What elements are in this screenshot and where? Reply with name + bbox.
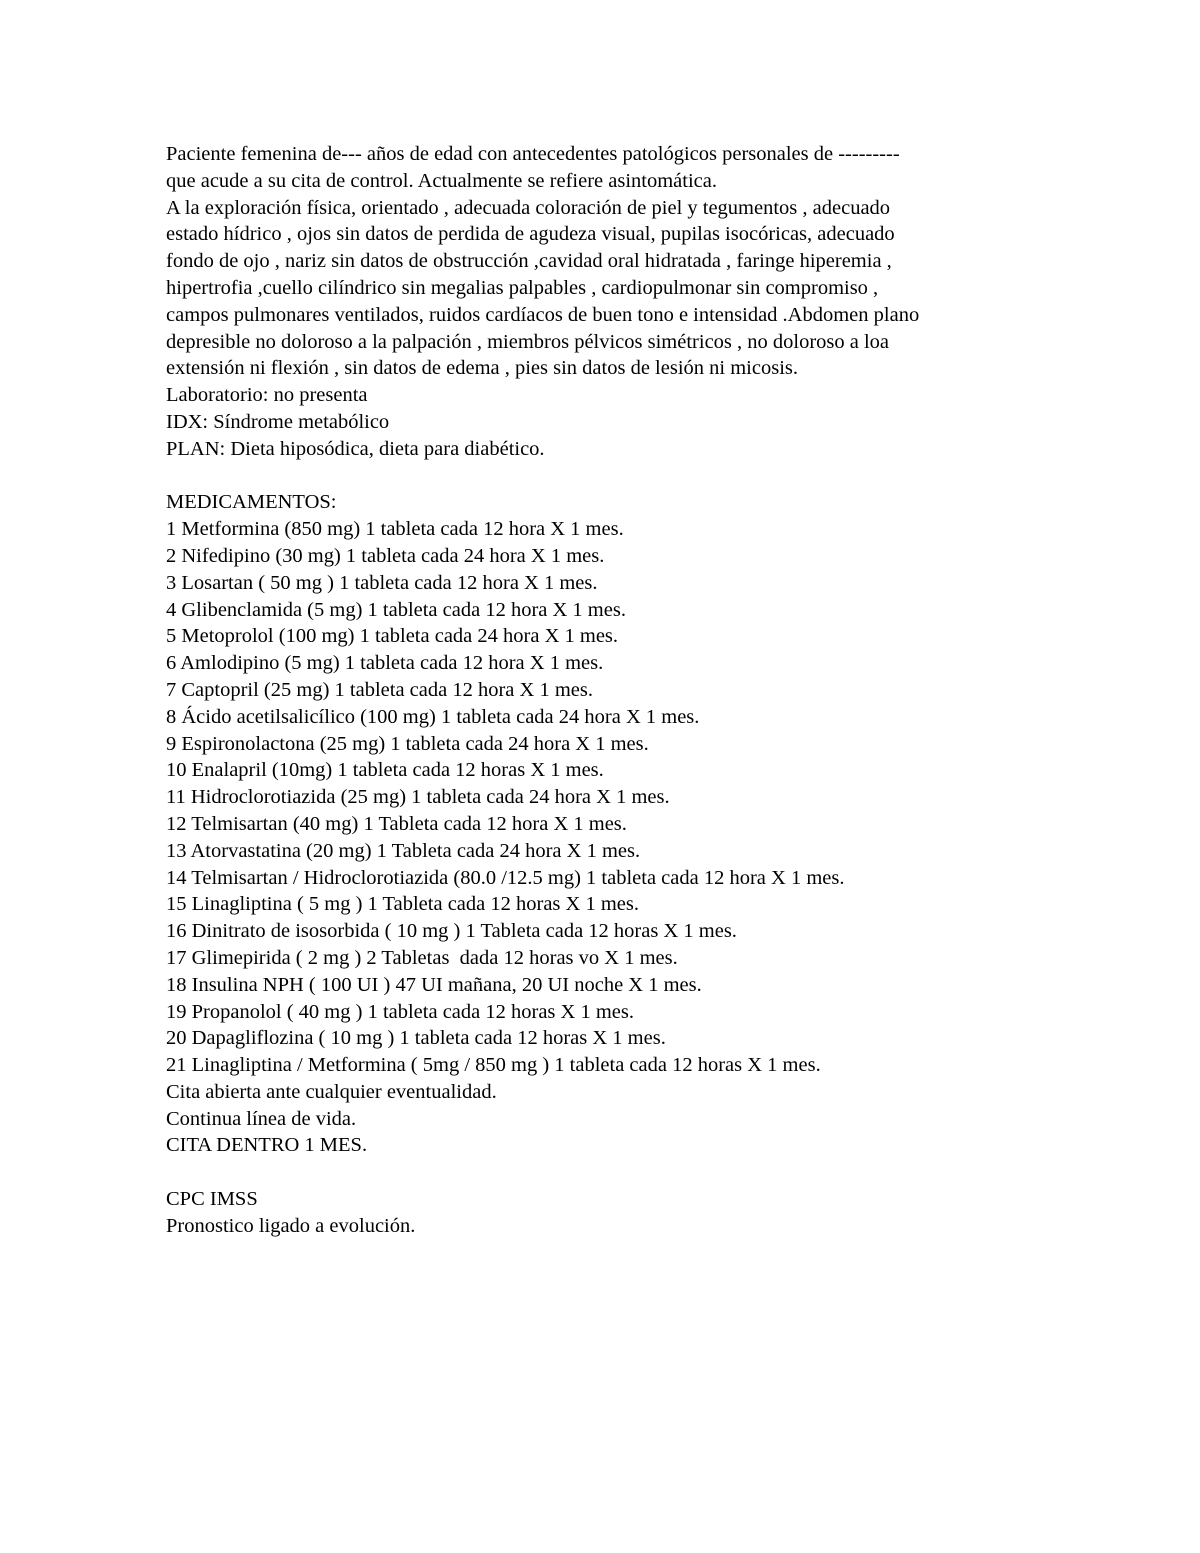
medicamentos-heading: MEDICAMENTOS:: [166, 491, 337, 514]
paragraph-line: fondo de ojo , nariz sin datos de obstrucción ,cavidad oral hidratada , faringe hiperemia ,: [166, 250, 892, 273]
medication-item: 17 Glimepirida ( 2 mg ) 2 Tabletas dada 12 horas vo X 1 mes.: [166, 946, 678, 969]
medication-item: 2 Nifedipino (30 mg) 1 tableta cada 24 hora X 1 mes.: [166, 544, 605, 567]
medication-item: 10 Enalapril (10mg) 1 tableta cada 12 horas X 1 mes.: [166, 759, 604, 782]
medication-item: 14 Telmisartan / Hidroclorotiazida (80.0 /12.5 mg) 1 tableta cada 12 hora X 1 mes.: [166, 866, 845, 889]
closing-line: CITA DENTRO 1 MES.: [166, 1134, 368, 1157]
paragraph-line: extensión ni flexión , sin datos de edema , pies sin datos de lesión ni micosis.: [166, 357, 798, 380]
pronostico-line: Pronostico ligado a evolución.: [166, 1214, 416, 1237]
medication-item: 7 Captopril (25 mg) 1 tableta cada 12 hora X 1 mes.: [166, 678, 593, 701]
paragraph-line: campos pulmonares ventilados, ruidos cardíacos de buen tono e intensidad .Abdomen plano: [166, 303, 920, 326]
medication-item: 3 Losartan ( 50 mg ) 1 tableta cada 12 hora X 1 mes.: [166, 571, 598, 594]
blank-line: [166, 463, 1066, 490]
medication-item: 12 Telmisartan (40 mg) 1 Tableta cada 12 hora X 1 mes.: [166, 812, 627, 835]
document-body: [166, 141, 1066, 1240]
medication-item: 16 Dinitrato de isosorbida ( 10 mg ) 1 Tableta cada 12 horas X 1 mes.: [166, 920, 737, 943]
medication-item: 15 Linagliptina ( 5 mg ) 1 Tableta cada 12 horas X 1 mes.: [166, 893, 639, 916]
medication-item: 21 Linagliptina / Metformina ( 5mg / 850 mg ) 1 tableta cada 12 horas X 1 mes.: [166, 1054, 821, 1077]
laboratorio-line: Laboratorio: no presenta: [166, 384, 368, 407]
medication-item: 19 Propanolol ( 40 mg ) 1 tableta cada 12 horas X 1 mes.: [166, 1000, 634, 1023]
paragraph-line: Paciente femenina de--- años de edad con antecedentes patológicos personales de ---------: [166, 143, 900, 165]
medication-list: [166, 516, 1066, 1079]
medication-item: 18 Insulina NPH ( 100 UI ) 47 UI mañana, 20 UI noche X 1 mes.: [166, 973, 702, 996]
medication-item: 20 Dapagliflozina ( 10 mg ) 1 tableta cada 12 horas X 1 mes.: [166, 1027, 666, 1050]
medication-item: 9 Espironolactona (25 mg) 1 tableta cada 24 hora X 1 mes.: [166, 732, 649, 755]
medication-item: 4 Glibenclamida (5 mg) 1 tableta cada 12 hora X 1 mes.: [166, 598, 626, 621]
paragraph-line: estado hídrico , ojos sin datos de perdida de agudeza visual, pupilas isocóricas, adecuado: [166, 223, 895, 246]
paragraph-line: hipertrofia ,cuello cilíndrico sin megalias palpables , cardiopulmonar sin compromiso ,: [166, 276, 879, 299]
plan-line: PLAN: Dieta hiposódica, dieta para diabético.: [166, 437, 545, 460]
medication-item: 8 Ácido acetilsalicílico (100 mg) 1 tableta cada 24 hora X 1 mes.: [166, 705, 700, 728]
medication-item: 13 Atorvastatina (20 mg) 1 Tableta cada 24 hora X 1 mes.: [166, 839, 641, 862]
medication-item: 1 Metformina (850 mg) 1 tableta cada 12 hora X 1 mes.: [166, 518, 624, 541]
medication-item: 5 Metoprolol (100 mg) 1 tableta cada 24 hora X 1 mes.: [166, 625, 619, 648]
closing-line: Cita abierta ante cualquier eventualidad.: [166, 1080, 497, 1103]
closing-line: Continua línea de vida.: [166, 1107, 357, 1130]
exam-paragraph: [166, 141, 1066, 382]
blank-line: [166, 1159, 1066, 1186]
paragraph-line: que acude a su cita de control. Actualmente se refiere asintomática.: [166, 169, 717, 192]
medication-item: 6 Amlodipino (5 mg) 1 tableta cada 12 hora X 1 mes.: [166, 652, 604, 675]
paragraph-line: A la exploración física, orientado , adecuada coloración de piel y tegumentos , adecuado: [166, 196, 891, 219]
cpc-line: CPC IMSS: [166, 1188, 258, 1211]
medication-item: 11 Hidroclorotiazida (25 mg) 1 tableta cada 24 hora X 1 mes.: [166, 786, 670, 809]
idx-line: IDX: Síndrome metabólico: [166, 410, 390, 433]
paragraph-line: depresible no doloroso a la palpación , miembros pélvicos simétricos , no doloroso a loa: [166, 330, 890, 353]
